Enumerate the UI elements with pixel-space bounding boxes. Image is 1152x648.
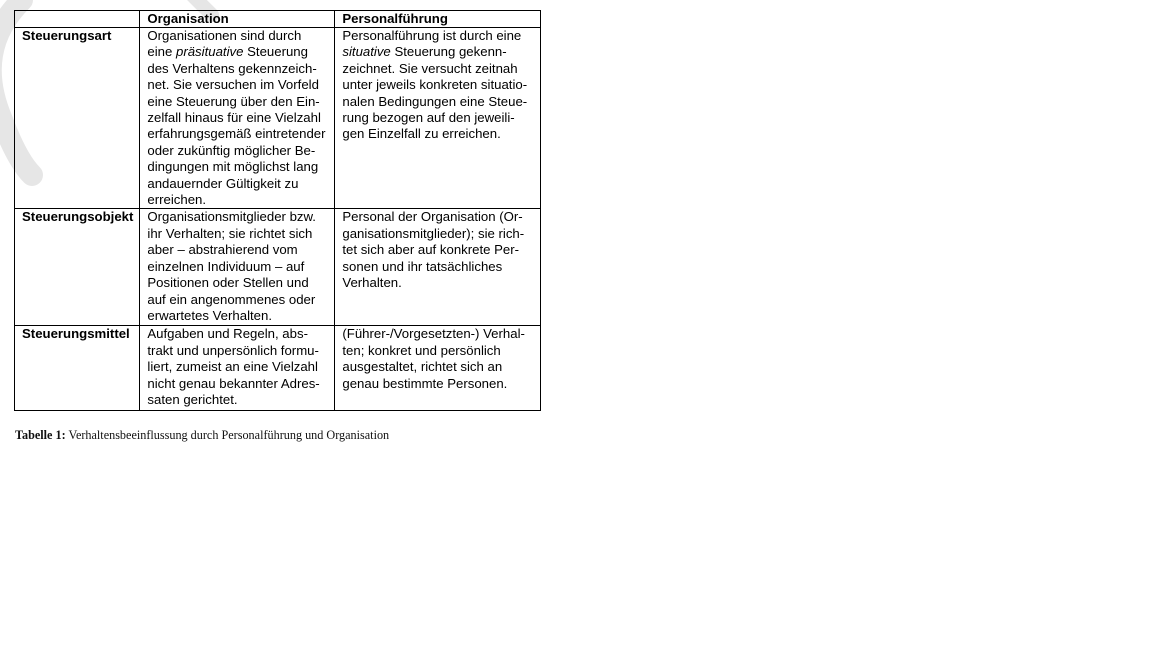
table-header-row [15,11,541,28]
cell-text-after: Steuerung gekenn- zeichnet. Sie versucht zeitnah unter jeweils konkreten situatio- nalen Bedingungen eine Steue- rung bezogen auf den jeweili- gen Einzelfall zu erreichen. [342,44,528,142]
cell-text-before: Personalführung ist durch eine [342,28,522,43]
table-row-steuerungsmittel [15,326,541,411]
table-caption [15,428,389,443]
cell-text: Aufgaben und Regeln, abs- trakt und unpersönlich formu- liert, zumeist an eine Vielzahl nicht genau bekannter Adres- saten gerichtet. [147,326,320,408]
caption-label: Tabelle 1: [15,428,66,442]
cell-text: Organisationsmitglieder bzw. ihr Verhalten; sie richtet sich aber – abstrahierend vom einzelnen Individuum – auf Positionen oder Stellen und auf ein angenommenes oder erwartetes Verhalten. [147,209,316,323]
caption-text: Verhaltensbeeinflussung durch Personalführung und Organisation [65,428,390,442]
cell-text-emphasis: situative [342,44,391,60]
cell-organisation [140,28,335,209]
header-personalfuehrung: Personalführung [335,11,541,28]
cell-personalfuehrung [335,326,541,411]
cell-organisation [140,209,335,326]
cell-organisation [140,326,335,411]
cell-personalfuehrung [335,209,541,326]
comparison-table [14,10,541,411]
cell-text-before: Organisationen sind durch eine [147,28,302,60]
cell-text-after: Steuerung des Verhaltens gekennzeich- net. Sie versuchen im Vorfeld eine Steuerung über den Ein- zelfall hinaus für eine Vielzahl erfahrungsgemäß eintretender oder zukünftig möglicher Be- dingungen mit möglichst lang andauernder Gültigkeit zu erreichen. [147,44,326,208]
table-row-steuerungsobjekt [15,209,541,326]
table-row-steuerungsart [15,28,541,209]
header-organisation: Organisation [140,11,335,28]
header-empty [15,11,140,28]
row-label: Steuerungsmittel [15,326,140,411]
cell-text-emphasis: präsituative [176,44,244,60]
cell-personalfuehrung [335,28,541,209]
cell-text: (Führer-/Vorgesetzten-) Verhal- ten; konkret und persönlich ausgestaltet, richtet sich an genau bestimmte Personen. [342,326,525,391]
row-label: Steuerungsart [15,28,140,209]
row-label: Steuerungsobjekt [15,209,140,326]
cell-text: Personal der Organisation (Or- ganisationsmitglieder); sie rich- tet sich aber auf konkrete Per- sonen und ihr tatsächliches Verhalten. [342,209,525,291]
